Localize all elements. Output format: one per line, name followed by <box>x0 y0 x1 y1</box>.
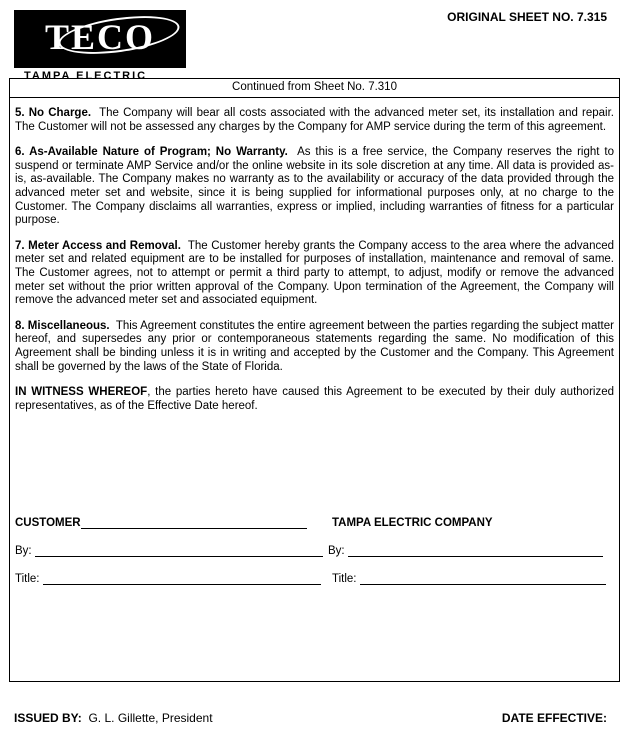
continued-note: Continued from Sheet No. 7.310 <box>232 81 397 93</box>
title-label: Title: <box>332 573 357 585</box>
company-signature-block <box>332 517 493 529</box>
by-label: By: <box>328 545 345 557</box>
section-heading: 6. As-Available Nature of Program; No Warranty. <box>15 146 288 159</box>
date-effective <box>502 711 607 725</box>
company-title-line <box>360 584 606 585</box>
customer-label: CUSTOMER <box>15 517 81 529</box>
by-label: By: <box>15 545 32 557</box>
customer-title-row <box>15 573 321 585</box>
company-label: TAMPA ELECTRIC COMPANY <box>332 517 493 529</box>
section-heading: 8. Miscellaneous. <box>15 319 110 332</box>
issued-by-name: G. L. Gillette, President <box>88 711 213 725</box>
sheet-number: ORIGINAL SHEET NO. 7.315 <box>447 10 607 24</box>
section-heading: IN WITNESS WHEREOF <box>15 386 148 399</box>
document-frame <box>9 78 620 682</box>
section-no-warranty <box>15 146 614 228</box>
date-effective-label: DATE EFFECTIVE: <box>501 711 607 725</box>
section-text: The Company will bear all costs associated with the advanced meter set, its installation and repair. The Customer will not be assessed any charges by the Company for AMP service during the term of this agreement. <box>15 107 614 133</box>
teco-logo <box>14 10 186 68</box>
section-heading: 5. No Charge. <box>15 107 92 119</box>
customer-title-line <box>43 584 321 585</box>
customer-signature-block <box>15 517 307 529</box>
section-text: , the parties hereto have caused this Agreement to be executed by their duly authorized representatives, as of the Effective Date hereof. <box>15 386 614 412</box>
section-heading: 7. Meter Access and Removal. <box>15 239 181 252</box>
document-body <box>15 107 614 425</box>
logo-wordmark: TECO <box>44 17 156 57</box>
section-miscellaneous <box>15 320 614 374</box>
customer-name-line <box>81 528 307 529</box>
section-text: As this is a free service, the Company reserves the right to suspend or terminate AMP Service and/or the online website in its sole discretion at any time. All data is provided as-is, as-available. The Company makes no warranty as to the availability or accuracy of the data provided through the advanced meter set and website, since it is being supplied for informational purposes only, at no charge to the Customer. The Company disclaims all warranties, express or implied, including warranties of fitness for a particular purpose. <box>15 146 614 227</box>
logo-subtitle: TAMPA ELECTRIC <box>24 70 148 78</box>
header-rule <box>10 97 619 98</box>
company-title-row <box>332 573 606 585</box>
company-by-line <box>348 556 603 557</box>
section-no-charge <box>15 107 614 134</box>
section-meter-access <box>15 240 614 308</box>
section-witness <box>15 386 614 413</box>
title-label: Title: <box>15 573 40 585</box>
issued-by <box>14 711 213 725</box>
issued-by-label: ISSUED BY: <box>14 711 82 725</box>
customer-by-line <box>35 556 323 557</box>
section-text: This Agreement constitutes the entire agreement between the parties regarding the subject matter hereof, and supersedes any prior or contemporaneous statements regarding the same. No modification of this Agreement shall be binding unless it is in writing and accepted by the Customer and the Company. This Agreement shall be governed by the laws of the State of Florida. <box>15 319 614 373</box>
company-by-row <box>328 545 603 557</box>
customer-by-row <box>15 545 323 557</box>
section-text: The Customer hereby grants the Company access to the area where the advanced meter set and related equipment are to be installed for purposes of installation, maintenance and removal of same. The Customer agrees, not to attempt or permit a third party to attempt, to adjust, modify or remove the advanced meter set without the prior written approval of the Company. Upon termination of the Agreement, the Company will remove the advanced meter set and associated equipment. <box>15 239 615 307</box>
